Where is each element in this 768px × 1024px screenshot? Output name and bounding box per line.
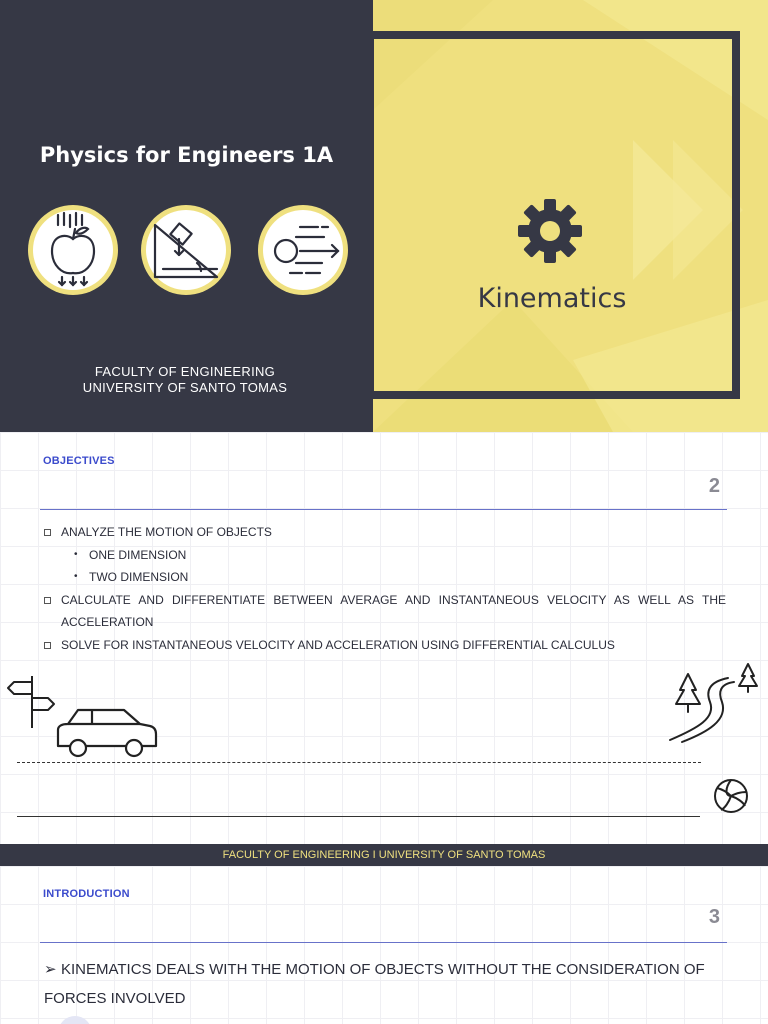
volleyball-icon	[713, 778, 749, 814]
dashed-path-line	[17, 762, 701, 763]
falling-apple-icon	[28, 205, 118, 295]
objective-item: SOLVE FOR INSTANTANEOUS VELOCITY AND ACCELERATION USING DIFFERENTIAL CALCULUS	[44, 634, 726, 657]
footer-bar: FACULTY OF ENGINEERING I UNIVERSITY OF SANTO TOMAS	[0, 844, 768, 866]
header-rule	[40, 942, 727, 943]
title-slide	[0, 0, 768, 432]
objective-subitem: • ONE DIMENSION	[44, 544, 726, 567]
signpost-icon	[6, 672, 58, 732]
road-trees-icon	[668, 662, 760, 744]
moving-ball-icon	[258, 205, 348, 295]
section-label: INTRODUCTION	[43, 888, 130, 900]
objectives-list	[44, 521, 726, 656]
faculty-name: FACULTY OF ENGINEERING	[94, 364, 276, 379]
objectives-slide	[0, 432, 768, 844]
arrow-bullet-icon: ➢	[44, 961, 57, 978]
section-label: OBJECTIVES	[43, 455, 115, 467]
header-rule	[40, 509, 727, 510]
page-number: 2	[708, 475, 720, 497]
course-title: Physics for Engineers 1A	[39, 143, 334, 167]
ground-line	[17, 816, 700, 817]
university-name: UNIVERSITY OF SANTO TOMAS	[82, 380, 288, 395]
introduction-slide	[0, 866, 768, 1024]
introduction-text: ➢ KINEMATICS DEALS WITH THE MOTION OF OBJECTS WITHOUT THE CONSIDERATION OF FORCES INVOLVED	[44, 955, 734, 1013]
gear-icon	[516, 197, 584, 265]
topic-title: Kinematics	[477, 283, 627, 314]
objective-item: ANALYZE THE MOTION OF OBJECTS	[44, 521, 726, 544]
car-icon	[54, 702, 160, 762]
page-number: 3	[708, 906, 720, 928]
objective-subitem: • TWO DIMENSION	[44, 566, 726, 589]
inclined-plane-icon	[141, 205, 231, 295]
objective-item: CALCULATE AND DIFFERENTIATE BETWEEN AVERAGE AND INSTANTANEOUS VELOCITY AS WELL AS THE ACCELERATION	[44, 589, 726, 634]
decorative-circle	[58, 1016, 92, 1024]
